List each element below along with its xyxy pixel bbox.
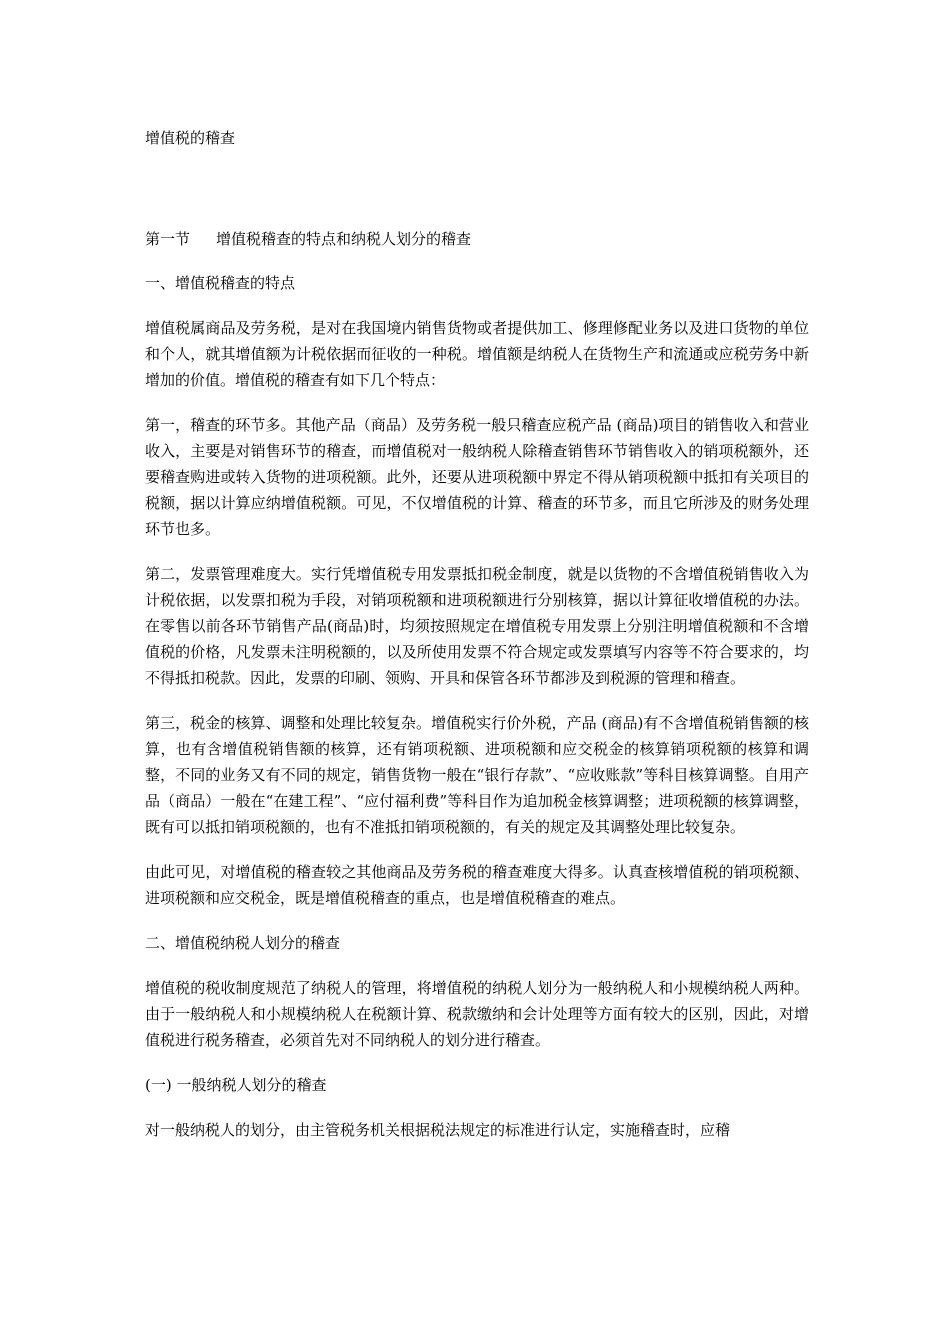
paragraph-conclusion: 由此可见，对增值税的稽查较之其他商品及劳务税的稽查难度大得多。认真查核增值税的销项税额、进项税额和应交税金，既是增值税稽查的重点，也是增值税稽查的难点。: [145, 863, 809, 907]
document-body: [145, 270, 809, 1162]
subheading-general-taxpayer: (一) 一般纳税人划分的稽查: [145, 1076, 327, 1094]
paragraph-intro: 增值税属商品及劳务税，是对在我国境内销售货物或者提供加工、修理修配业务以及进口货物的单位和个人，就其增值额为计税依据而征收的一种税。增值额是纳税人在货物生产和流通或应税劳务中新增加的价值。增值税的稽查有如下几个特点：: [145, 319, 809, 389]
paragraph-first-point: 第一，稽查的环节多。其他产品（商品）及劳务税一般只稽查应税产品 (商品)项目的销售收入和营业收入，主要是对销售环节的稽查，而增值税对一般纳税人除稽查销售环节销售收入的销项税额外，还要稽查购进或转入货物的进项税额。此外，还要从进项税额中界定不得从销项税额中抵扣有关项目的税额，据以计算应纳增值税额。可见，不仅增值税的计算、稽查的环节多，而且它所涉及的财务处理环节也多。: [145, 416, 809, 538]
paragraph-second-point: 第二，发票管理难度大。实行凭增值税专用发票抵扣税金制度，就是以货物的不含增值税销售收入为计税依据，以发票扣税为手段，对销项税额和进项税额进行分别核算，据以计算征收增值税的办法。在零售以前各环节销售产品(商品)时，均须按照规定在增值税专用发票上分别注明增值税额和不含增值税的价格，凡发票未注明税额的，以及所使用发票不符合规定或发票填写内容等不符合要求的，均不得抵扣税款。因此，发票的印刷、领购、开具和保管各环节都涉及到税源的管理和稽查。: [145, 565, 809, 687]
paragraph-third-point: 第三，税金的核算、调整和处理比较复杂。增值税实行价外税，产品 (商品)有不含增值税销售额的核算，也有含增值税销售额的核算，还有销项税额、进项税额和应交税金的核算销项税额的核算和调整，不同的业务又有不同的规定，销售货物一般在“银行存款”、“应收账款”等科目核算调整。自用产品（商品）一般在“在建工程”、“应付福利费”等科目作为追加税金核算调整；进项税额的核算调整，既有可以抵扣销项税额的，也有不准抵扣销项税额的，有关的规定及其调整处理比较复杂。: [145, 714, 809, 836]
subheading-features: 一、增值税稽查的特点: [145, 274, 296, 292]
document-title: 增值税的稽查: [145, 129, 236, 147]
section-number: 第一节: [145, 230, 191, 248]
subheading-taxpayer-classification: 二、增值税纳税人划分的稽查: [145, 934, 341, 952]
section-heading: [145, 229, 471, 249]
paragraph-general-taxpayer: 对一般纳税人的划分，由主管税务机关根据税法规定的标准进行认定，实施稽查时，应稽: [145, 1121, 731, 1139]
paragraph-taxpayer-types: 增值税的税收制度规范了纳税人的管理，将增值税的纳税人划分为一般纳税人和小规模纳税人两种。由于一般纳税人和小规模纳税人在税额计算、税款缴纳和会计处理等方面有较大的区别，因此，对增值税进行税务稽查，必须首先对不同纳税人的划分进行稽查。: [145, 979, 809, 1049]
section-name: 增值税稽查的特点和纳税人划分的稽查: [216, 230, 472, 248]
